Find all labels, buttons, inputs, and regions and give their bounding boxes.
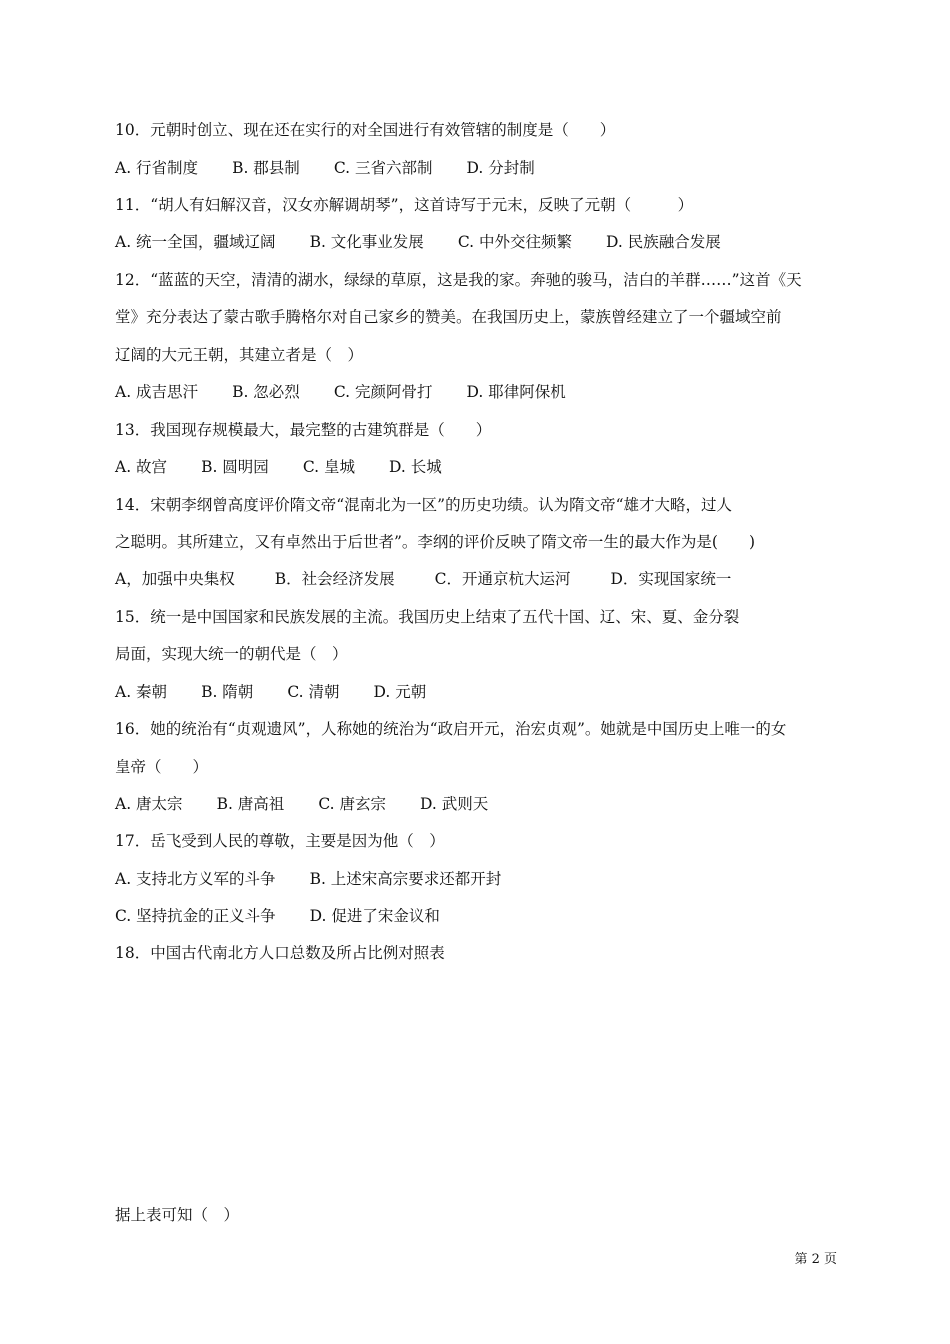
option-a: A. 唐太宗 bbox=[115, 795, 183, 813]
option-d: D. 元朝 bbox=[373, 683, 427, 701]
question-15-stem-line-1: 15．统一是中国国家和民族发展的主流。我国历史上结束了五代十国、辽、宋、夏、金分裂 bbox=[115, 608, 740, 626]
option-d: D. 耶律阿保机 bbox=[466, 383, 566, 401]
question-12-options bbox=[115, 381, 840, 403]
question-11-stem: 11．“胡人有妇解汉音，汉女亦解调胡琴”，这首诗写于元末，反映了元朝（ ） bbox=[115, 196, 694, 214]
question-17-stem: 17．岳飞受到人民的尊敬，主要是因为他（ ） bbox=[115, 832, 445, 850]
option-d: D. 民族融合发展 bbox=[605, 233, 721, 251]
option-b: B. 隋朝 bbox=[201, 683, 254, 701]
option-a: A. 秦朝 bbox=[115, 683, 168, 701]
option-b: B. 郡县制 bbox=[232, 159, 300, 177]
option-d: D. 促进了宋金议和 bbox=[309, 907, 440, 925]
option-b: B. 圆明园 bbox=[201, 458, 269, 476]
question-14-stem-line-2: 之聪明。其所建立，又有卓然出于后世者”。李纲的评价反映了隋文帝一生的最大作为是( ) bbox=[115, 533, 756, 551]
question-16-stem-line-1: 16．她的统治有“贞观遗风”，人称她的统治为“政启开元，治宏贞观”。她就是中国历史上唯一的女 bbox=[115, 720, 787, 738]
question-12-stem-line-2: 堂》充分表达了蒙古歌手腾格尔对自己家乡的赞美。在我国历史上，蒙族曾经建立了一个疆域空前 bbox=[115, 308, 782, 326]
option-a: A，加强中央集权 bbox=[115, 570, 235, 588]
option-b: B．社会经济发展 bbox=[274, 570, 395, 588]
question-10-stem: 10．元朝时创立、现在还在实行的对全国进行有效管辖的制度是（ ） bbox=[115, 121, 616, 139]
question-15-options bbox=[115, 681, 840, 703]
question-14-stem-line-1: 14．宋朝李纲曾高度评价隋文帝“混南北为一区”的历史功绩。认为隋文帝“雄才大略，过人 bbox=[115, 496, 732, 514]
option-a: A. 支持北方义军的斗争 bbox=[115, 870, 276, 888]
question-17-options-row-1 bbox=[115, 868, 840, 890]
option-c: C. 皇城 bbox=[302, 458, 355, 476]
option-c: C. 坚持抗金的正义斗争 bbox=[115, 907, 276, 925]
option-b: B. 唐高祖 bbox=[216, 795, 285, 813]
question-12-stem-line-3: 辽阔的大元王朝，其建立者是（ ） bbox=[115, 346, 364, 364]
question-10-options bbox=[115, 157, 840, 179]
question-11-options bbox=[115, 231, 840, 253]
option-b: B. 忽必烈 bbox=[232, 383, 300, 401]
question-13-options bbox=[115, 456, 840, 478]
option-c: C. 中外交往频繁 bbox=[457, 233, 572, 251]
question-17-options-row-2 bbox=[115, 905, 840, 927]
page-number: 第 2 页 bbox=[794, 1252, 837, 1267]
option-c: C．开通京杭大运河 bbox=[434, 570, 571, 588]
option-b: B. 文化事业发展 bbox=[309, 233, 424, 251]
option-c: C. 清朝 bbox=[287, 683, 340, 701]
option-c: C. 三省六部制 bbox=[333, 159, 433, 177]
option-a: A. 统一全国，疆域辽阔 bbox=[115, 233, 276, 251]
option-d: D. 长城 bbox=[388, 458, 442, 476]
option-d: D．实现国家统一 bbox=[610, 570, 732, 588]
option-a: A. 故宫 bbox=[115, 458, 168, 476]
option-a: A. 行省制度 bbox=[115, 159, 199, 177]
option-a: A. 成吉思汗 bbox=[115, 383, 199, 401]
question-15-stem-line-2: 局面，实现大统一的朝代是（ ） bbox=[115, 645, 348, 663]
question-12-stem-line-1: 12．“蓝蓝的天空，清清的湖水，绿绿的草原，这是我的家。奔驰的骏马，洁白的羊群……”这首《天 bbox=[115, 271, 802, 289]
option-c: C. 完颜阿骨打 bbox=[333, 383, 433, 401]
option-d: D. 武则天 bbox=[419, 795, 489, 813]
question-13-stem: 13．我国现存规模最大，最完整的古建筑群是（ ） bbox=[115, 421, 492, 439]
question-14-options bbox=[115, 568, 840, 590]
question-16-options bbox=[115, 793, 840, 815]
option-d: D. 分封制 bbox=[466, 159, 535, 177]
option-b: B. 上述宋高宗要求还都开封 bbox=[309, 870, 502, 888]
option-c: C. 唐玄宗 bbox=[318, 795, 386, 813]
question-18-stem: 18．中国古代南北方人口总数及所占比例对照表 bbox=[115, 944, 445, 962]
question-18-followup: 据上表可知（ ） bbox=[115, 1206, 240, 1224]
question-16-stem-line-2: 皇帝（ ） bbox=[115, 758, 209, 776]
